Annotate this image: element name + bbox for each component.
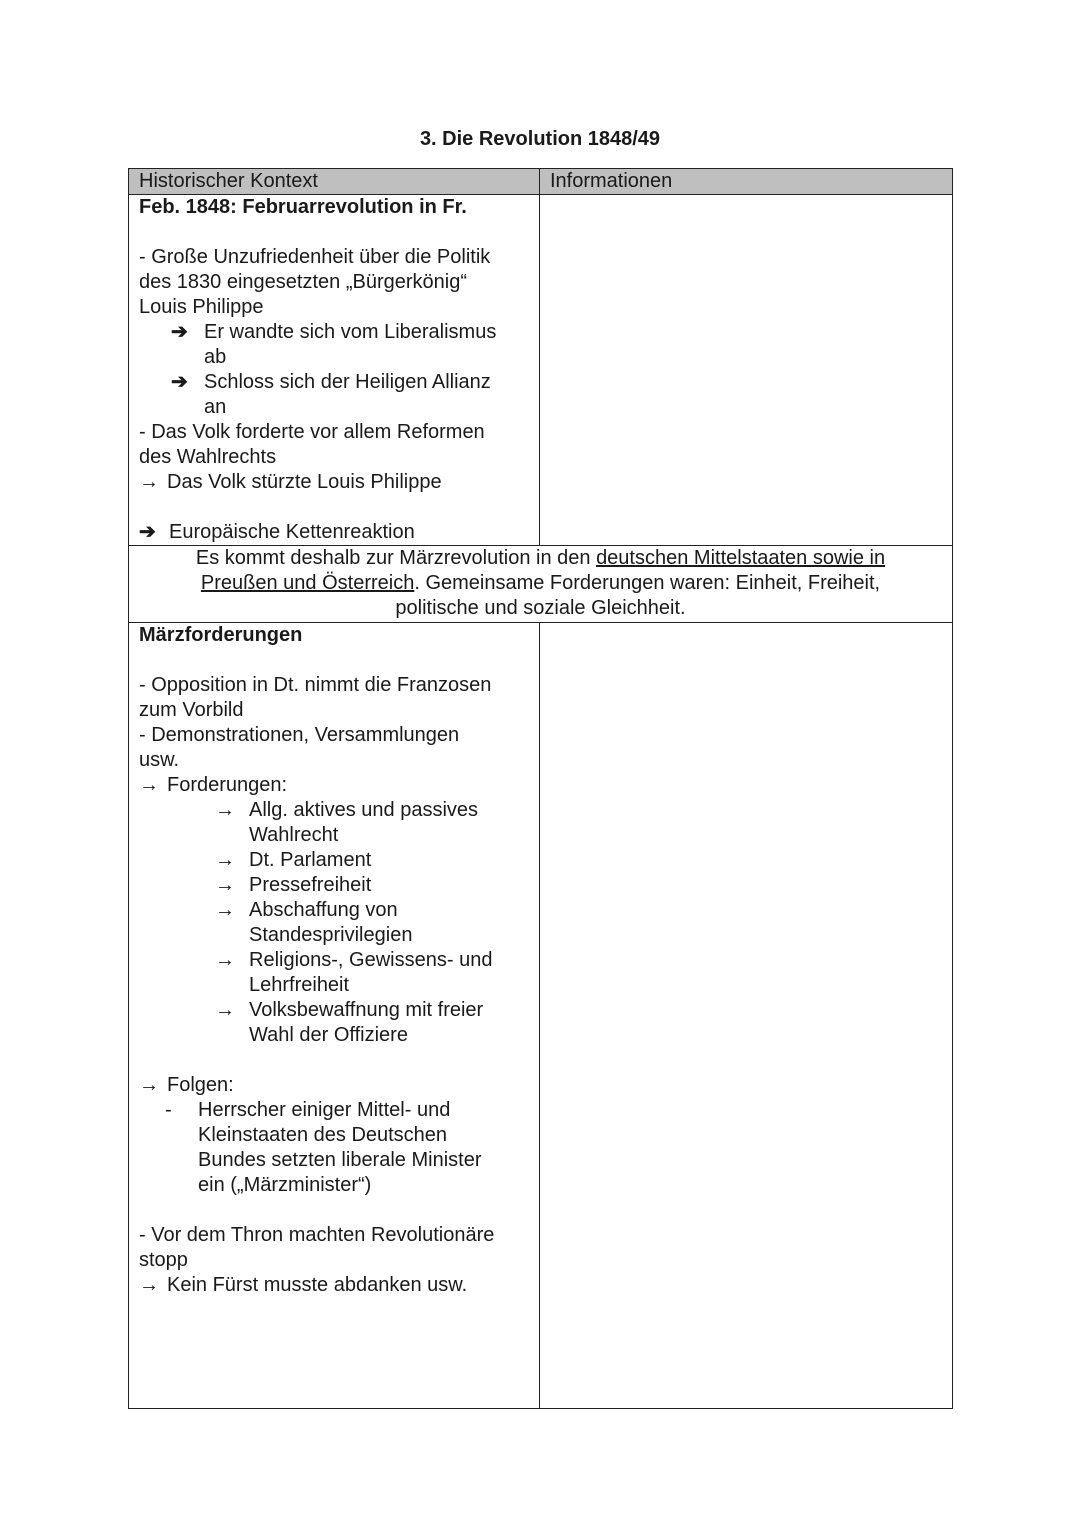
revolution-table bbox=[128, 168, 953, 1409]
demand-text: Dt. Parlament bbox=[249, 849, 372, 871]
demand-text: Volksbewaffnung mit freier bbox=[249, 999, 484, 1021]
kontext-cell-1 bbox=[129, 195, 540, 546]
text-line: stopp bbox=[139, 1249, 188, 1271]
informationen-cell-2 bbox=[540, 623, 953, 1409]
section-heading-maerzforderungen: Märzforderungen bbox=[139, 624, 303, 646]
text-line: Europäische Kettenreaktion bbox=[169, 521, 415, 543]
table-header-row bbox=[129, 169, 953, 195]
section-maerzforderungen bbox=[129, 623, 953, 1409]
text-line: - Opposition in Dt. nimmt die Franzosen bbox=[139, 674, 492, 696]
demand-item bbox=[139, 823, 529, 848]
arrow-icon: → bbox=[215, 899, 235, 921]
demand-text: Wahlrecht bbox=[249, 824, 339, 846]
demand-item bbox=[139, 923, 529, 948]
arrow-icon: → bbox=[215, 949, 235, 971]
text-line: - Das Volk forderte vor allem Reformen bbox=[139, 421, 485, 443]
summary-text: . Gemeinsame Forderungen waren: Einheit, Freiheit, bbox=[414, 572, 881, 594]
text-line: - Große Unzufriedenheit über die Politik bbox=[139, 246, 491, 268]
demand-item bbox=[139, 898, 529, 923]
bullet-text: Schloss sich der Heiligen Allianz bbox=[204, 371, 491, 393]
demand-item bbox=[139, 998, 529, 1023]
text-line: des 1830 eingesetzten „Bürgerkönig“ bbox=[139, 271, 467, 293]
demand-text: Standesprivilegien bbox=[249, 924, 413, 946]
bullet-text: Er wandte sich vom Liberalismus bbox=[204, 321, 497, 343]
arrow-icon: → bbox=[139, 471, 159, 493]
summary-underlined: deutschen Mittelstaaten sowie in bbox=[596, 547, 886, 569]
informationen-cell-1 bbox=[540, 195, 953, 546]
text-line: des Wahlrechts bbox=[139, 446, 277, 468]
kontext-cell-2 bbox=[129, 623, 540, 1409]
text-line: usw. bbox=[139, 749, 180, 771]
demands-list bbox=[139, 798, 529, 1048]
demand-item bbox=[139, 973, 529, 998]
demand-text: Abschaffung von bbox=[249, 899, 398, 921]
bullet-text-cont: an bbox=[204, 396, 227, 418]
summary-text: politische und soziale Gleichheit. bbox=[395, 597, 686, 619]
list-item-text: ein („Märzminister“) bbox=[198, 1174, 372, 1196]
section-heading-februarrevolution: Feb. 1848: Februarrevolution in Fr. bbox=[139, 196, 467, 218]
list-item-text: Kleinstaaten des Deutschen bbox=[198, 1124, 448, 1146]
text-line: Forderungen: bbox=[167, 774, 288, 796]
text-line: - Demonstrationen, Versammlungen bbox=[139, 724, 460, 746]
arrow-icon: → bbox=[139, 774, 159, 796]
arrow-icon: → bbox=[215, 999, 235, 1021]
demand-text: Religions-, Gewissens- und bbox=[249, 949, 493, 971]
arrow-icon: → bbox=[215, 874, 235, 896]
header-historischer-kontext: Historischer Kontext bbox=[129, 169, 540, 195]
text-line: Folgen: bbox=[167, 1074, 234, 1096]
text-line: Das Volk stürzte Louis Philippe bbox=[167, 471, 442, 493]
text-line: Louis Philippe bbox=[139, 296, 264, 318]
dash-icon: - bbox=[165, 1099, 172, 1121]
page-title: 3. Die Revolution 1848/49 bbox=[419, 128, 661, 150]
text-line: zum Vorbild bbox=[139, 699, 244, 721]
list-item-text: Bundes setzten liberale Minister bbox=[198, 1149, 482, 1171]
section-maerzrevolution-summary bbox=[129, 546, 953, 623]
demand-item bbox=[139, 798, 529, 823]
demand-item bbox=[139, 848, 529, 873]
summary-cell bbox=[129, 546, 953, 623]
demand-text: Pressefreiheit bbox=[249, 874, 372, 896]
summary-text: Es kommt deshalb zur Märzrevolution in den bbox=[195, 547, 597, 569]
text-line: Kein Fürst musste abdanken usw. bbox=[167, 1274, 468, 1296]
arrow-icon: → bbox=[215, 799, 235, 821]
demand-item bbox=[139, 1023, 529, 1048]
demand-text: Wahl der Offiziere bbox=[249, 1024, 408, 1046]
demand-item bbox=[139, 873, 529, 898]
arrow-icon: → bbox=[139, 1274, 159, 1296]
arrow-icon: → bbox=[139, 1074, 159, 1096]
bold-arrow-icon: ➔ bbox=[171, 371, 188, 393]
list-item-text: Herrscher einiger Mittel- und bbox=[198, 1099, 451, 1121]
header-informationen: Informationen bbox=[540, 169, 953, 195]
bold-arrow-icon: ➔ bbox=[139, 521, 156, 543]
bold-arrow-icon: ➔ bbox=[171, 321, 188, 343]
bullet-text-cont: ab bbox=[204, 346, 227, 368]
arrow-icon: → bbox=[215, 849, 235, 871]
summary-underlined: Preußen und Österreich bbox=[200, 572, 415, 594]
text-line: - Vor dem Thron machten Revolutionäre bbox=[139, 1224, 495, 1246]
section-februarrevolution bbox=[129, 195, 953, 546]
demand-text: Lehrfreiheit bbox=[249, 974, 350, 996]
demand-text: Allg. aktives und passives bbox=[249, 799, 479, 821]
demand-item bbox=[139, 948, 529, 973]
